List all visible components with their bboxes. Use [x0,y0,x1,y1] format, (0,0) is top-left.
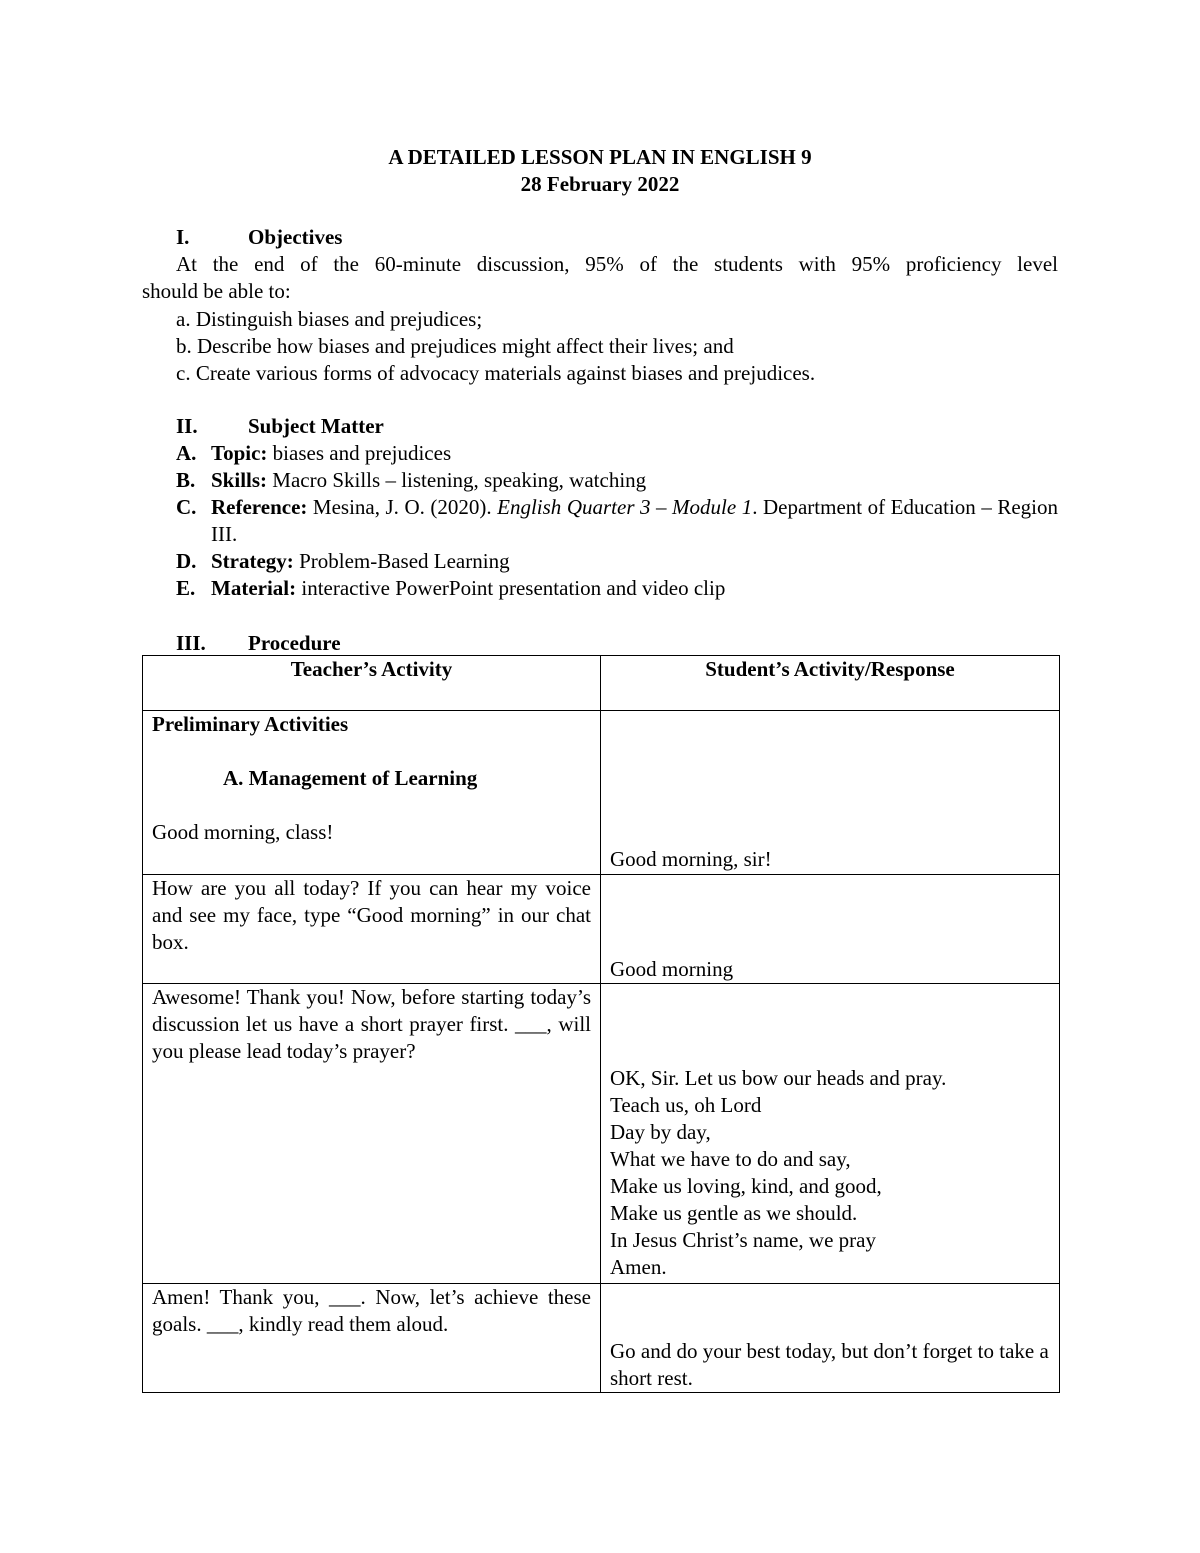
preliminary-heading: Preliminary Activities [152,712,349,736]
subject-item-letter: C. [176,495,197,519]
subject-item-label: Topic: [211,441,268,465]
teacher-text: How are you all today? If you can hear my voice and see my face, type “Good morning” in our chat box. [152,876,591,954]
objective-item-a: a. Distinguish biases and prejudices; [176,307,483,331]
document-date: 28 February 2022 [520,172,680,196]
management-subheading: A. Management of Learning [223,766,478,790]
subject-matter-heading [176,413,384,440]
table-row [143,875,1060,984]
procedure-numeral: III. [176,631,206,655]
student-cell [601,875,1060,984]
student-text: Good morning [610,957,734,981]
subject-item-letter: E. [176,576,196,600]
teacher-text: Amen! Thank you, ___. Now, let’s achieve these goals. ___, kindly read them aloud. [152,1285,591,1336]
procedure-title: Procedure [248,631,341,655]
subject-item-text: Problem-Based Learning [293,549,510,573]
prayer-line: What we have to do and say, [610,1147,851,1171]
objectives-title: Objectives [248,225,343,249]
subject-matter-title: Subject Matter [248,414,384,438]
subject-item-label: Strategy: [211,549,294,573]
subject-item-text: Macro Skills – listening, speaking, watching [267,468,647,492]
student-text: Good morning, sir! [610,847,772,871]
procedure-table [142,655,1060,1393]
subject-item-text: biases and prejudices [267,441,452,465]
subject-item-material [176,575,1058,602]
teacher-cell [143,711,601,875]
table-header-row [143,656,1060,711]
reference-text [211,494,1058,548]
objective-item-c: c. Create various forms of advocacy materials against biases and prejudices. [176,361,816,385]
reference-publisher: . Department of Education – Region III. [211,495,1059,546]
objectives-intro-line2: should be able to: [142,279,291,303]
prayer-line: Amen. [610,1255,667,1279]
prayer-line: Teach us, oh Lord [610,1093,762,1117]
subject-item-reference [176,494,1058,548]
objectives-numeral: I. [176,225,190,249]
subject-item-topic [176,440,1058,467]
subject-item-text: interactive PowerPoint presentation and video clip [296,576,726,600]
teacher-text: Good morning, class! [152,820,334,844]
teacher-text: Awesome! Thank you! Now, before starting today’s discussion let us have a short prayer first. ___, will you please lead today’s prayer? [152,985,591,1063]
subject-item-strategy [176,548,1058,575]
objectives-heading [176,224,342,251]
table-row [143,711,1060,875]
subject-item-letter: D. [176,549,197,573]
column-header-teacher: Teacher’s Activity [143,656,601,711]
procedure-heading [176,630,341,657]
prayer-line: Make us loving, kind, and good, [610,1174,882,1198]
teacher-cell [143,984,601,1284]
subject-item-skills [176,467,1058,494]
subject-item-letter: A. [176,441,197,465]
subject-item-letter: B. [176,468,196,492]
student-cell [601,984,1060,1284]
student-cell [601,711,1060,875]
objectives-intro-line1: At the end of the 60-minute discussion, 95% of the students with 95% proficiency level [176,252,1058,276]
table-row [143,984,1060,1284]
subject-matter-numeral: II. [176,414,198,438]
reference-author: Mesina, J. O. (2020). [307,495,498,519]
objectives-intro [142,251,1058,305]
student-text: Go and do your best today, but don’t forget to take a short rest. [610,1339,1049,1390]
prayer-line: Day by day, [610,1120,711,1144]
column-header-student: Student’s Activity/Response [601,656,1060,711]
reference-title: English Quarter 3 – Module 1 [497,495,753,519]
student-cell [601,1284,1060,1393]
document-title: A DETAILED LESSON PLAN IN ENGLISH 9 [388,145,812,169]
subject-item-label: Material: [211,576,297,600]
prayer-line: Make us gentle as we should. [610,1201,858,1225]
objective-item-b: b. Describe how biases and prejudices might affect their lives; and [176,334,734,358]
table-row [143,1284,1060,1393]
prayer-line: OK, Sir. Let us bow our heads and pray. [610,1066,947,1090]
subject-item-label: Reference: [211,495,308,519]
subject-item-label: Skills: [211,468,268,492]
prayer-line: In Jesus Christ’s name, we pray [610,1228,876,1252]
prayer-text [610,1065,1050,1281]
teacher-cell [143,1284,601,1393]
teacher-cell [143,875,601,984]
